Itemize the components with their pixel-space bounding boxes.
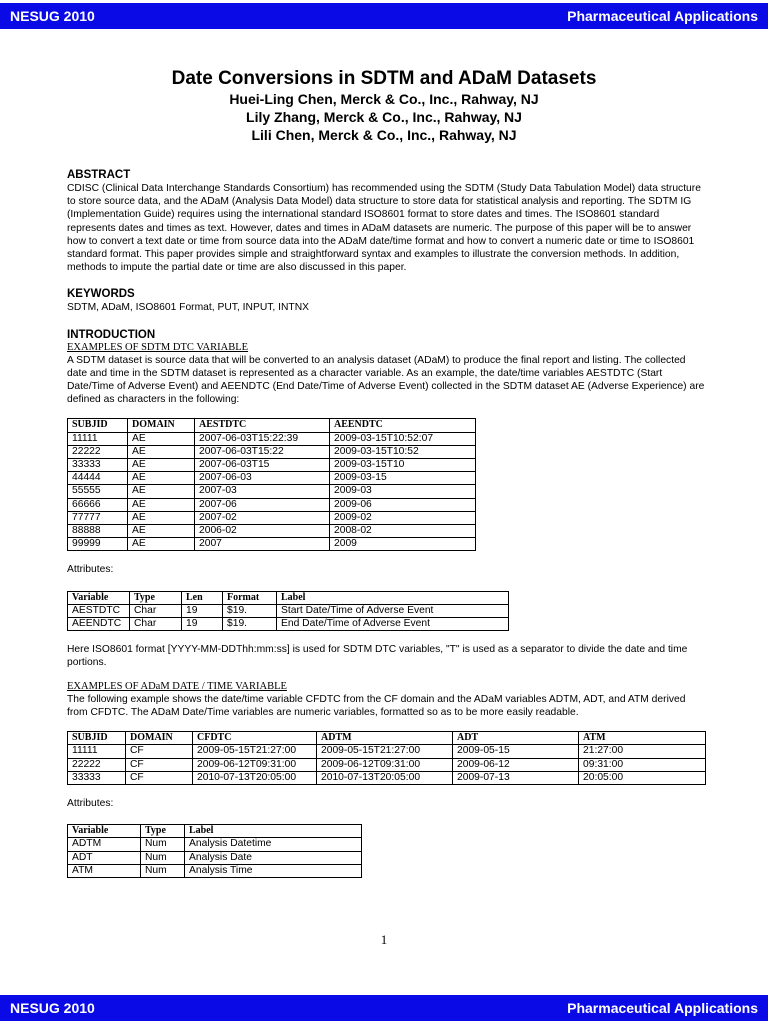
column-header: ATM	[579, 732, 706, 745]
keywords-heading: KEYWORDS	[67, 288, 135, 301]
table-cell: 2009-06	[330, 498, 476, 511]
table-cell: 2009-03-15T10:52:07	[330, 432, 476, 445]
sdtm-attributes-table	[67, 591, 509, 632]
table-cell: 2009-05-15T21:27:00	[193, 745, 317, 758]
table-cell: End Date/Time of Adverse Event	[277, 618, 509, 631]
table-cell: 2009-03-15T10	[330, 459, 476, 472]
table-cell: Char	[130, 618, 182, 631]
column-header: DOMAIN	[126, 732, 193, 745]
sdtm-subheading: EXAMPLES OF SDTM DTC VARIABLE	[67, 341, 249, 353]
table-cell: Analysis Datetime	[185, 838, 362, 851]
table-cell: AE	[128, 485, 195, 498]
header-bar	[0, 3, 768, 29]
table-cell: 22222	[68, 758, 126, 771]
table-cell: CF	[126, 745, 193, 758]
column-header: Type	[141, 825, 185, 838]
table-cell: Num	[141, 864, 185, 877]
table-cell: 2009-06-12T09:31:00	[193, 758, 317, 771]
intro-paragraph-1: A SDTM dataset is source data that will be converted to an analysis dataset (ADaM) to produce the final report and listing. The collected date and time in the SDTM dataset is represented as a character variable. As an example, the date/time variables AESTDTC (Start Date/Time of Adverse Event) and AEENDTC (End Date/Time of Adverse Event) collected in the SDTM dataset AE (Adverse Experience) are defined as characters in the following:	[67, 354, 705, 406]
table-cell: 2007-06-03	[195, 472, 330, 485]
table-cell: Start Date/Time of Adverse Event	[277, 604, 509, 617]
table-row	[68, 485, 476, 498]
table-cell: CF	[126, 758, 193, 771]
table-cell: 2007-06-03T15	[195, 459, 330, 472]
table-cell: 2007-06-03T15:22:39	[195, 432, 330, 445]
table-header-row	[68, 732, 706, 745]
footer-left: NESUG 2010	[10, 1000, 95, 1016]
column-header: Variable	[68, 591, 130, 604]
table-cell: 09:31:00	[579, 758, 706, 771]
column-header: Label	[185, 825, 362, 838]
paper-body	[67, 168, 707, 878]
sdtm-ae-table	[67, 418, 476, 551]
table-cell: 2007-06	[195, 498, 330, 511]
table-cell: AE	[128, 432, 195, 445]
header-left: NESUG 2010	[10, 8, 95, 24]
table-cell: 2009-02	[330, 511, 476, 524]
table-cell: AE	[128, 445, 195, 458]
table-row	[68, 432, 476, 445]
column-header: CFDTC	[193, 732, 317, 745]
column-header: AEENDTC	[330, 419, 476, 432]
table-row	[68, 604, 509, 617]
intro-paragraph-2: Here ISO8601 format [YYYY-MM-DDThh:mm:ss] is used for SDTM DTC variables, "T" is used as a separator to divide the date and time portions.	[67, 644, 688, 669]
table-row	[68, 864, 362, 877]
table-cell: Char	[130, 604, 182, 617]
footer-right: Pharmaceutical Applications	[567, 1000, 758, 1016]
table-cell: ADT	[68, 851, 141, 864]
table-cell: 2006-02	[195, 525, 330, 538]
header-right: Pharmaceutical Applications	[567, 8, 758, 24]
table-cell: $19.	[223, 618, 277, 631]
table-cell: 2007-02	[195, 511, 330, 524]
table-row	[68, 498, 476, 511]
table-cell: 33333	[68, 771, 126, 784]
table-cell: 55555	[68, 485, 128, 498]
paper-title: Date Conversions in SDTM and ADaM Datasets	[171, 68, 597, 89]
table-cell: $19.	[223, 604, 277, 617]
table-cell: 2007-06-03T15:22	[195, 445, 330, 458]
table-cell: 2009-06-12	[453, 758, 579, 771]
footer-bar	[0, 995, 768, 1021]
table-cell: 2010-07-13T20:05:00	[193, 771, 317, 784]
table-cell: AEENDTC	[68, 618, 130, 631]
table-cell: 2009-05-15	[453, 745, 579, 758]
table-cell: 2009-03-15	[330, 472, 476, 485]
table-header-row	[68, 825, 362, 838]
table-row	[68, 771, 706, 784]
author-1: Huei-Ling Chen, Merck & Co., Inc., Rahway, NJ	[229, 91, 539, 107]
table-cell: 2009	[330, 538, 476, 551]
column-header: Format	[223, 591, 277, 604]
author-2: Lily Zhang, Merck & Co., Inc., Rahway, NJ	[246, 109, 522, 125]
table-row	[68, 838, 362, 851]
table-header-row	[68, 591, 509, 604]
table-cell: AE	[128, 525, 195, 538]
table-cell: 2009-03	[330, 485, 476, 498]
table-cell: 77777	[68, 511, 128, 524]
table-row	[68, 511, 476, 524]
table-cell: Num	[141, 838, 185, 851]
table-cell: 20:05:00	[579, 771, 706, 784]
column-header: ADT	[453, 732, 579, 745]
table-cell: 88888	[68, 525, 128, 538]
table-cell: 22222	[68, 445, 128, 458]
table-cell: ADTM	[68, 838, 141, 851]
adam-attributes-table	[67, 824, 362, 878]
column-header: Len	[182, 591, 223, 604]
table-cell: ATM	[68, 864, 141, 877]
author-3: Lili Chen, Merck & Co., Inc., Rahway, NJ	[251, 127, 517, 143]
column-header: DOMAIN	[128, 419, 195, 432]
keywords-text: SDTM, ADaM, ISO8601 Format, PUT, INPUT, INTNX	[67, 302, 310, 314]
table-row	[68, 538, 476, 551]
table-cell: 44444	[68, 472, 128, 485]
table-cell: 33333	[68, 459, 128, 472]
table-cell: 19	[182, 618, 223, 631]
column-header: Variable	[68, 825, 141, 838]
table-cell: Num	[141, 851, 185, 864]
attributes-label-2: Attributes:	[67, 797, 114, 809]
table-row	[68, 459, 476, 472]
column-header: Label	[277, 591, 509, 604]
table-cell: Analysis Time	[185, 864, 362, 877]
table-cell: CF	[126, 771, 193, 784]
page-number: 1	[380, 932, 388, 947]
table-cell: AE	[128, 472, 195, 485]
table-row	[68, 851, 362, 864]
table-cell: 2009-07-13	[453, 771, 579, 784]
table-cell: 2007	[195, 538, 330, 551]
table-row	[68, 525, 476, 538]
attributes-label-1: Attributes:	[67, 564, 114, 576]
adam-subheading: EXAMPLES OF ADaM DATE / TIME VARIABLE	[67, 680, 287, 692]
table-row	[68, 472, 476, 485]
column-header: ADTM	[317, 732, 453, 745]
adam-cf-table	[67, 731, 706, 785]
table-cell: 99999	[68, 538, 128, 551]
table-row	[68, 758, 706, 771]
table-cell: Analysis Date	[185, 851, 362, 864]
table-row	[68, 745, 706, 758]
table-row	[68, 445, 476, 458]
table-cell: 2009-05-15T21:27:00	[317, 745, 453, 758]
column-header: Type	[130, 591, 182, 604]
table-cell: 11111	[68, 432, 128, 445]
table-cell: AESTDTC	[68, 604, 130, 617]
table-cell: 2007-03	[195, 485, 330, 498]
table-cell: 2008-02	[330, 525, 476, 538]
abstract-heading: ABSTRACT	[67, 169, 131, 181]
column-header: SUBJID	[68, 419, 128, 432]
abstract-text: CDISC (Clinical Data Interchange Standards Consortium) has recommended using the SDTM (Study Data Tabulation Model) data structure to store source data, and the ADaM (Analysis Data Model) data structure to store data for statistical analysis and reporting. The SDTM IG (Implementation Guide) requires using the international standard ISO8601 format to store dates and times. The ISO8601 standard represents dates and times as text. However, dates and times in ADaM datasets are numeric. The purpose of this paper will be to answer how to convert a text date or time from source data into the ADaM date/time format and how to convert a numeric date or time to ISO8601 standard format. This paper provides simple and straightforward syntax and examples to illustrate the conversion methods. In addition, methods to impute the partial date or time are also discussed in this paper.	[67, 183, 701, 274]
table-cell: AE	[128, 538, 195, 551]
table-cell: 2010-07-13T20:05:00	[317, 771, 453, 784]
introduction-heading: INTRODUCTION	[67, 328, 156, 341]
table-row	[68, 618, 509, 631]
column-header: AESTDTC	[195, 419, 330, 432]
table-cell: 11111	[68, 745, 126, 758]
column-header: SUBJID	[68, 732, 126, 745]
title-block	[0, 68, 768, 144]
table-cell: 66666	[68, 498, 128, 511]
table-cell: 19	[182, 604, 223, 617]
table-cell: AE	[128, 511, 195, 524]
table-cell: AE	[128, 459, 195, 472]
table-cell: 21:27:00	[579, 745, 706, 758]
table-cell: 2009-06-12T09:31:00	[317, 758, 453, 771]
table-header-row	[68, 419, 476, 432]
table-cell: AE	[128, 498, 195, 511]
table-cell: 2009-03-15T10:52	[330, 445, 476, 458]
intro-paragraph-3: The following example shows the date/time variable CFDTC from the CF domain and the ADaM variables ADTM, ADT, and ATM derived from CFDTC. The ADaM Date/Time variables are numeric variables, formatted so as to be more easily readable.	[67, 693, 686, 718]
